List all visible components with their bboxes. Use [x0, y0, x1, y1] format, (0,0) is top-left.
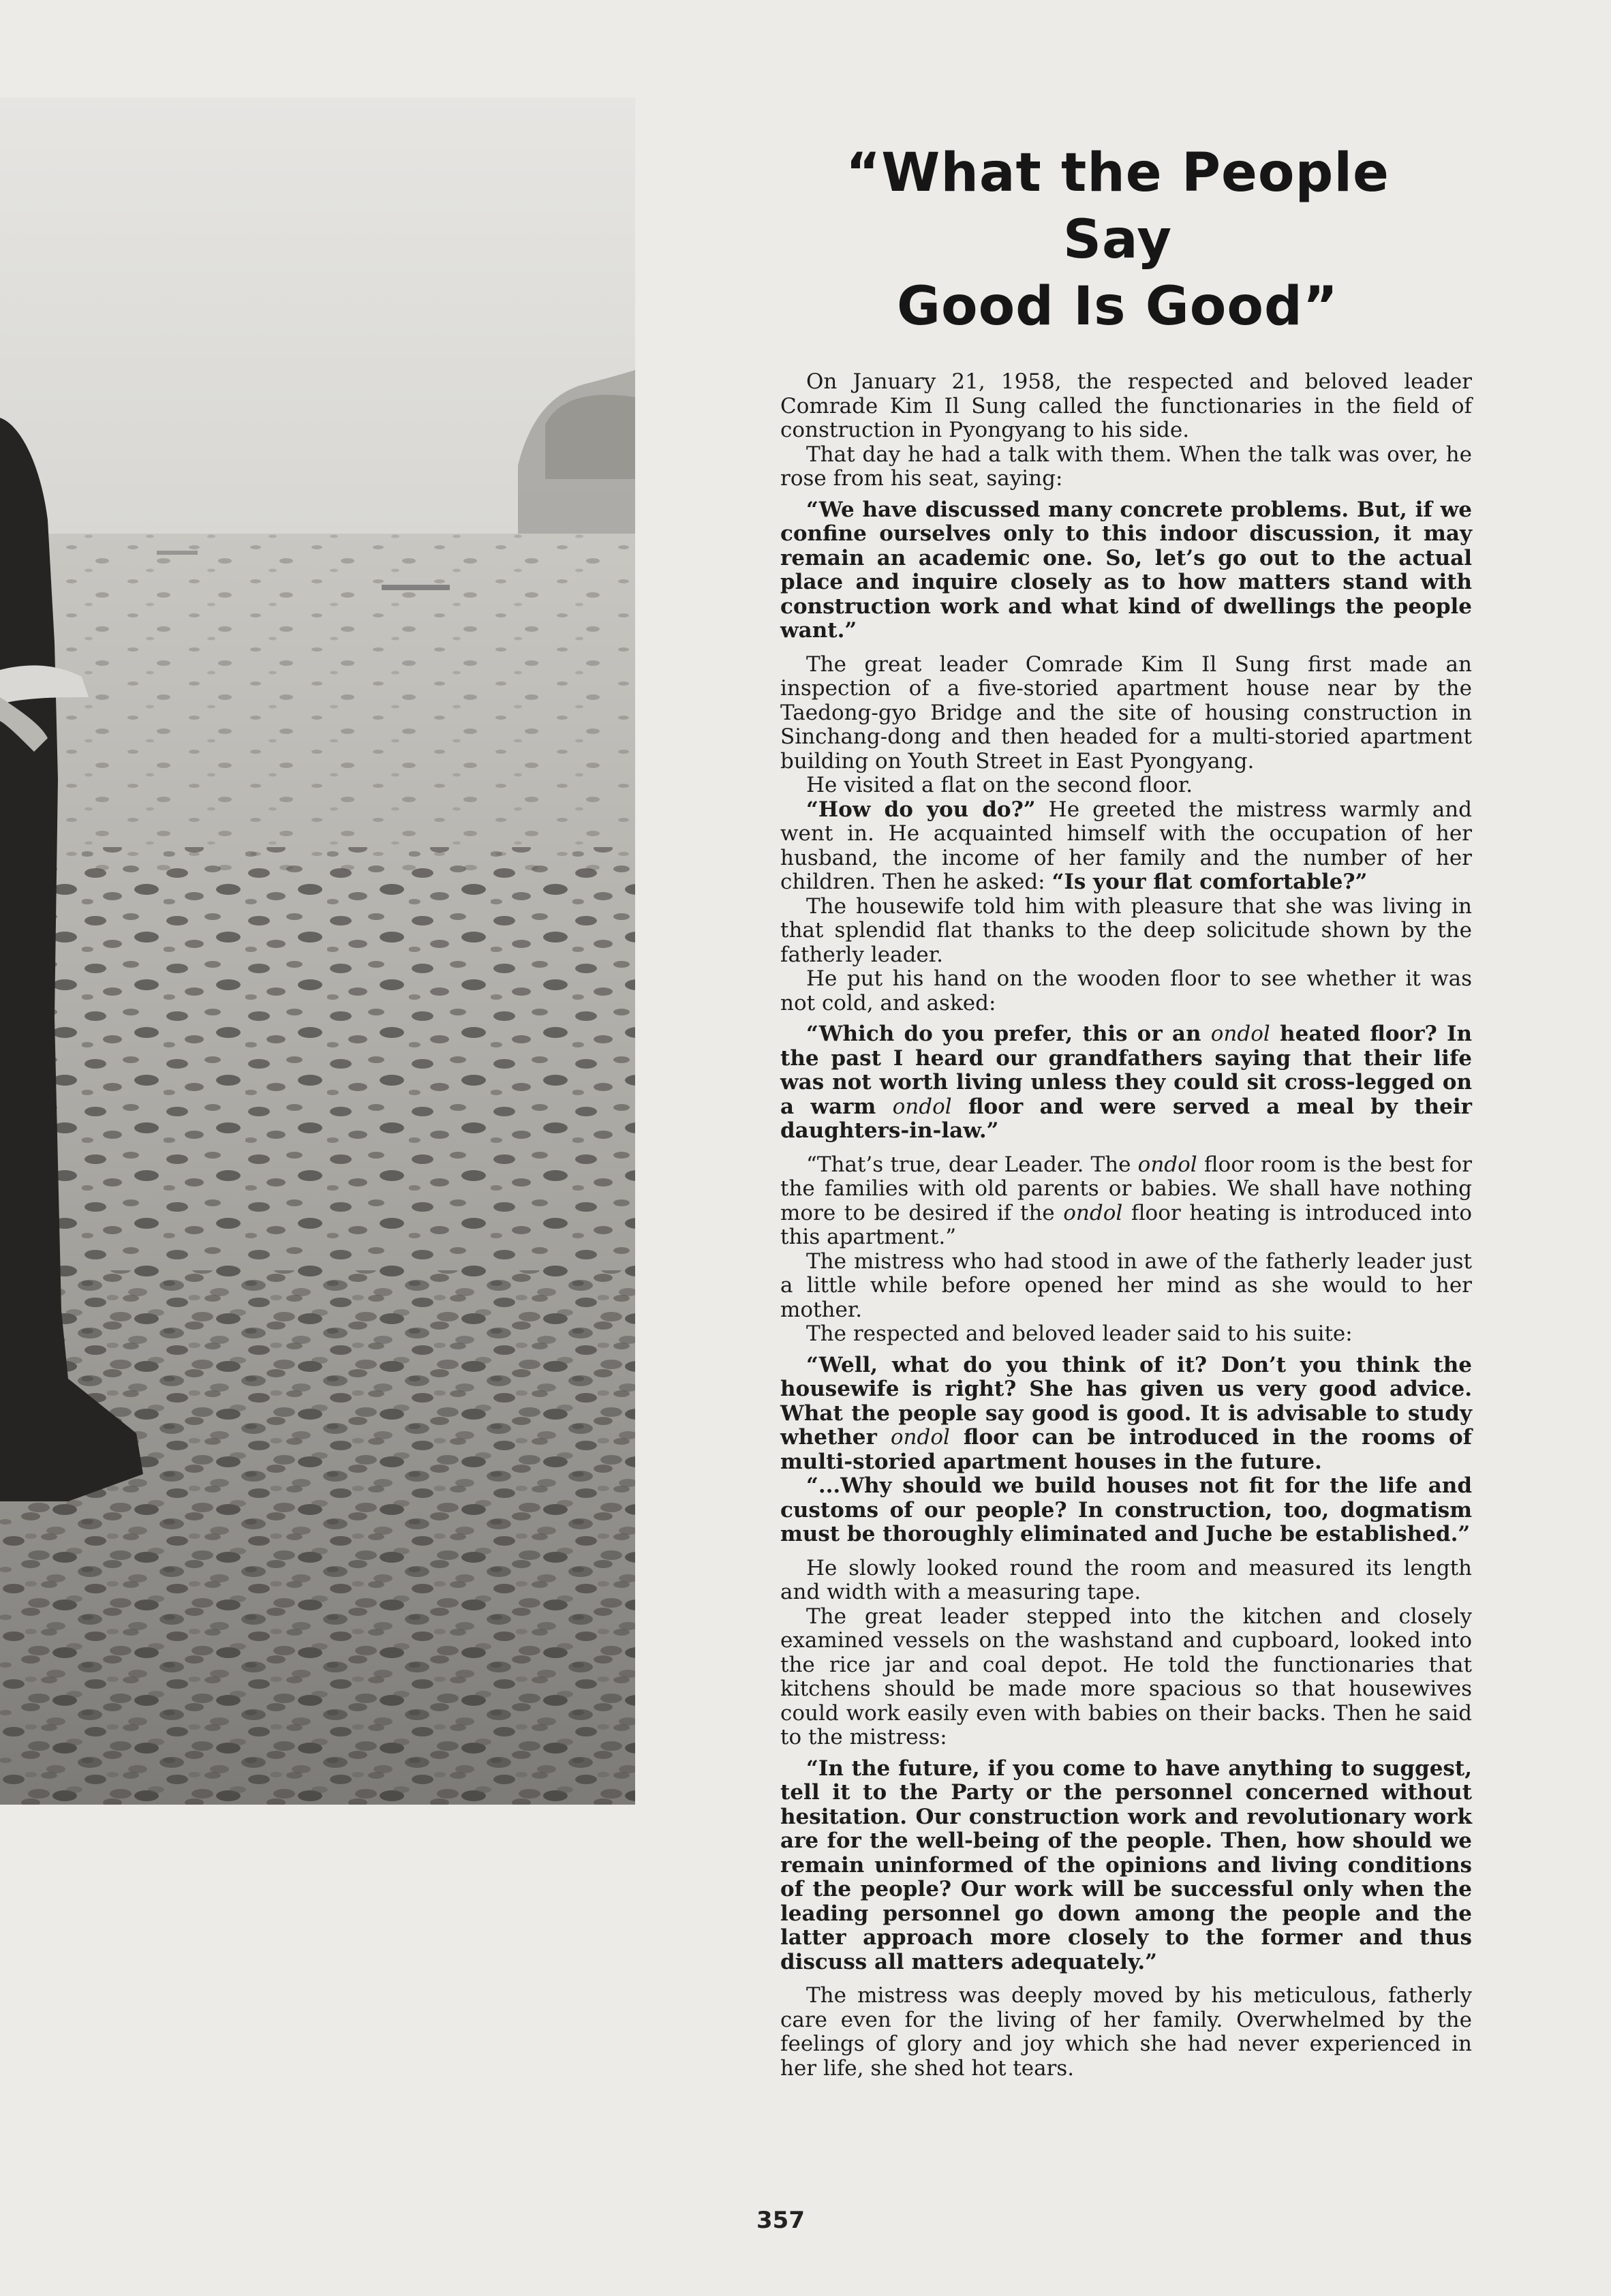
quote-text: heated floor? In the past I heard our grandfathers saying that their life was not worth living unless they could sit cross-legged on a warm [780, 1022, 1472, 1119]
paragraph: On January 21, 1958, the respected and beloved leader Comrade Kim Il Sung called the functionaries in the field of construction in Pyongyang to his side. [780, 369, 1472, 442]
italic-term: ondol [890, 1425, 950, 1450]
question-quote: “Is your flat comfortable?” [1052, 870, 1368, 894]
quote: “...Why should we build houses not fit for the life and customs of our people? In construction, too, dogmatism must be thoroughly eliminated and Juche be established.” [780, 1473, 1472, 1546]
quote: “We have discussed many concrete problems. But, if we confine ourselves only to this indoor discussion, it may remain an academic one. So, let’s go out to the actual place and inquire closely as to how matters stand with construction work and what kind of dwellings the people want.” [780, 497, 1472, 643]
photo-of-man-on-riverbank-icon [0, 97, 635, 1805]
paragraph-text: He greeted the mistress warmly and went in. He acquainted himself with the occupation of her husband, the income of her family and the number of her children. Then he asked: [780, 797, 1472, 894]
italic-term: ondol [1210, 1022, 1270, 1046]
quote [780, 1022, 1472, 1144]
paragraph: The respected and beloved leader said to his suite: [806, 1321, 1353, 1346]
article-title [784, 140, 1452, 340]
paragraph-text: “That’s true, dear Leader. The [806, 1152, 1138, 1177]
paragraph: The great leader Comrade Kim Il Sung first made an inspection of a five-storied apartment house near by the Taedong-gyo Bridge and the site of housing construction in Sinchang-dong and then headed for a multi-storied apartment building on Youth Street in East Pyongyang. [780, 652, 1472, 774]
title-line-1: “What the People Say [846, 142, 1390, 271]
paragraph: The mistress who had stood in awe of the fatherly leader just a little while before opened her mind as she would to her mother. [780, 1249, 1472, 1322]
paragraph-text: floor room is the best for the families with old parents or babies. We shall have nothing more to be desired if the [780, 1152, 1472, 1225]
paragraph: The mistress was deeply moved by his meticulous, fatherly care even for the living of her family. Overwhelmed by the feelings of glory and joy which she had never experienced in her life, she shed hot tears. [780, 1983, 1472, 2081]
photo [0, 97, 635, 1805]
italic-term: ondol [1063, 1200, 1123, 1225]
paragraph: He slowly looked round the room and measured its length and width with a measuring tape. [780, 1555, 1472, 1604]
greeting-quote: “How do you do?” [806, 797, 1036, 822]
quote-text: “Well, what do you think of it? Don’t you think the housewife is right? She has given us very good advice. What the people say good is good. It is advisable to study whether [780, 1352, 1472, 1450]
quote: “In the future, if you come to have anything to suggest, tell it to the Party or the personnel concerned without hesitation. Our construction work and revolutionary work are for the well-being of the people. Then, how should we remain uninformed of the opinions and living conditions of the people? Our work will be successful only when the leading personnel go down among the people and the latter approach more closely to the former and thus discuss all matters adequately.” [780, 1756, 1472, 1974]
paragraph [780, 1153, 1472, 1250]
article-body [780, 370, 1472, 2081]
paragraph: He put his hand on the wooden floor to see whether it was not cold, and asked: [780, 966, 1472, 1015]
italic-term: ondol [892, 1094, 952, 1119]
paragraph: He visited a flat on the second floor. [806, 773, 1193, 797]
paragraph-text: floor heating is introduced into this apartment.” [780, 1200, 1472, 1249]
paragraph: The great leader stepped into the kitchen and closely examined vessels on the washstand and cupboard, looked into the rice jar and coal depot. He told the functionaries that kitchens should be made more spacious so that housewives could work easily even with babies on their backs. Then he said to the mistress: [780, 1604, 1472, 1749]
title-line-2: Good Is Good” [896, 276, 1339, 337]
quote-text: “Which do you prefer, this or an [806, 1022, 1211, 1046]
paragraph: The housewife told him with pleasure that she was living in that splendid flat thanks to the deep solicitude shown by the fatherly leader. [780, 893, 1472, 967]
page-number: 357 [756, 2207, 805, 2234]
quote-text: floor and were served a meal by their daughters-in-law.” [780, 1094, 1473, 1143]
italic-term: ondol [1137, 1152, 1197, 1177]
paragraph [780, 798, 1472, 895]
quote-text: floor can be introduced in the rooms of multi-storied apartment houses in the future. [780, 1425, 1472, 1474]
quote [780, 1353, 1472, 1475]
paragraph: That day he had a talk with them. When the talk was over, he rose from his seat, saying: [780, 442, 1472, 491]
